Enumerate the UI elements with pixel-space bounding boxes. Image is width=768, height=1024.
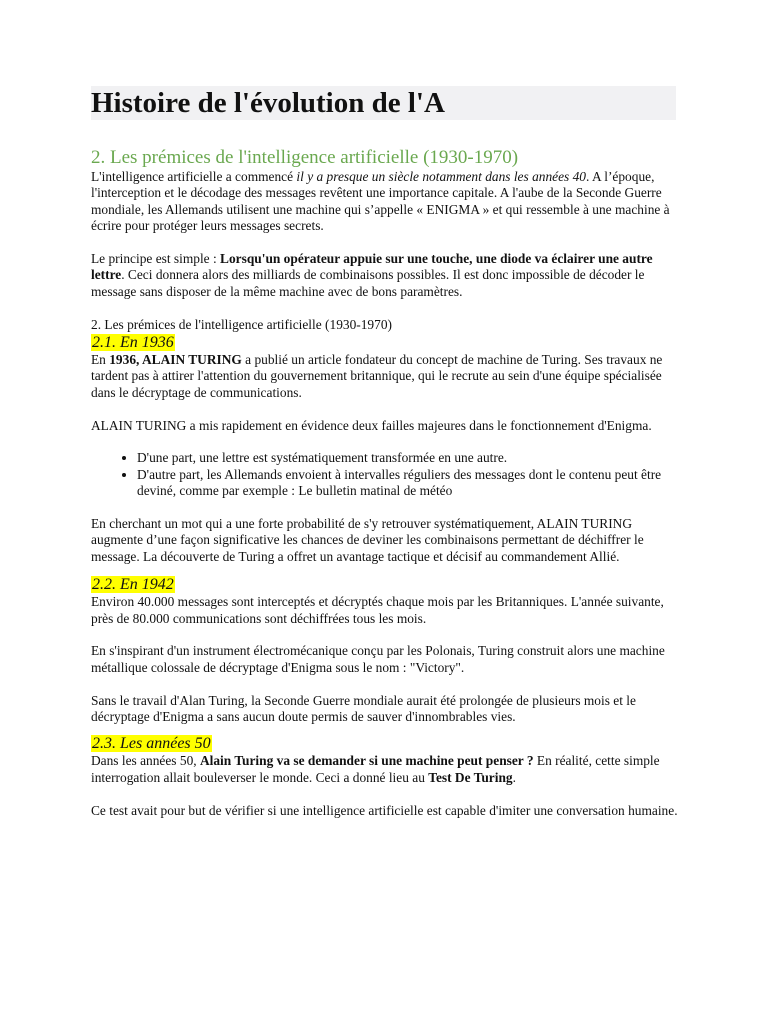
intro-text: L'intelligence artificielle a commencé (91, 169, 297, 184)
document-content (91, 86, 681, 819)
subheading-1942-wrap (91, 575, 681, 594)
intro-italic: il y a presque un siècle notamment dans les années 40 (296, 169, 586, 184)
intro-text-cont: . A l’époque, l'interception et le décodage des messages revêtent une importance capitale. A l'aube de la Seconde Guerre mondiale, les Allemands utilisent une machine qui s’appelle « ENIGMA » et qui ressemble à une machine à écrire pour protéger leurs messages secrets. (91, 169, 670, 234)
title-bar (91, 86, 676, 120)
s2-paragraph-3: Sans le travail d'Alan Turing, la Seconde Guerre mondiale aurait été prolongée de plusieurs mois et le décryptage d'Enigma a sans aucun doute permis de sauver d'innombrables vies. (91, 692, 636, 725)
s1-text-cont: a publié un article fondateur du concept de machine de Turing. Ses travaux ne tardent pas à attirer l'attention du gouvernement britannique, qui le recrute au sein d'une équipe spécialisée dans le décryptage de communications. (91, 352, 663, 400)
s1-paragraph-1 (91, 352, 681, 401)
repeat-heading: 2. Les prémices de l'intelligence artificielle (1930-1970) (91, 316, 392, 332)
intro-paragraph-1 (91, 169, 681, 235)
principle-text: Le principe est simple : (91, 251, 221, 267)
principle-text-cont: . Ceci donnera alors des milliards de combinaisons possibles. Il est donc impossible de décoder le message sans disposer de la même machine avec de bons paramètres. (91, 267, 645, 299)
s3-bold-question: Alain Turing va se demander si une machine peut penser ? (199, 753, 534, 769)
subheading-annees-50-wrap (91, 734, 681, 753)
subheading-1936: 2.1. En 1936 (92, 334, 174, 352)
section-heading: 2. Les prémices de l'intelligence artificielle (1930-1970) (91, 147, 519, 168)
subheading-annees-50: 2.3. Les années 50 (92, 735, 211, 753)
principle-bold: Lorsqu'un opérateur appuie sur une touche, une diode va éclairer une autre lettre (91, 251, 653, 283)
failles-list (91, 450, 681, 499)
s3-bold-test: Test De Turing (428, 769, 513, 785)
s3-text-cont: En réalité, cette simple interrogation allait bouleverser le monde. Ceci a donné lieu au (91, 753, 660, 785)
subheading-1936-wrap (91, 333, 681, 352)
intro-paragraph-2 (91, 251, 681, 300)
list-item: • D'autre part, les Allemands envoient à intervalles réguliers des messages dont le contenu peut être deviné, comme par exemple : Le bulletin matinal de météo (137, 467, 681, 500)
s3-paragraph-2: Ce test avait pour but de vérifier si une intelligence artificielle est capable d'imiter une conversation humaine. (91, 802, 678, 818)
s3-text-end: . (512, 769, 516, 785)
s3-paragraph-1 (91, 753, 681, 786)
s2-paragraph-1: Environ 40.000 messages sont interceptés et décryptés chaque mois par les Britanniques. L'année suivante, près de 80.000 communications sont déchiffrées tous les mois. (91, 594, 664, 626)
s2-paragraph-2: En s'inspirant d'un instrument électromécanique conçu par les Polonais, Turing construit alors une machine métallique colossale de décryptage d'Enigma sous le nom : "Victory". (91, 643, 665, 675)
subheading-1942: 2.2. En 1942 (92, 576, 174, 594)
s1-paragraph-3: En cherchant un mot qui a une forte probabilité de s'y retrouver systématiquement, ALAIN TURING augmente d’une façon significative les chances de deviner les combinaisons permettant de déchiffrer le message. La découverte de Turing a offret un avantage tactique et décisif au commandement Allié. (91, 516, 644, 564)
list-item: • D'une part, une lettre est systématiquement transformée en une autre. (137, 450, 681, 466)
s1-bold: 1936, ALAIN TURING (109, 352, 242, 368)
s3-text: Dans les années 50, (91, 753, 200, 769)
page-title: Histoire de l'évolution de l'A (91, 87, 445, 119)
s1-paragraph-2: ALAIN TURING a mis rapidement en évidence deux failles majeures dans le fonctionnement d'Enigma. (91, 417, 652, 433)
s1-text: En (91, 352, 110, 368)
